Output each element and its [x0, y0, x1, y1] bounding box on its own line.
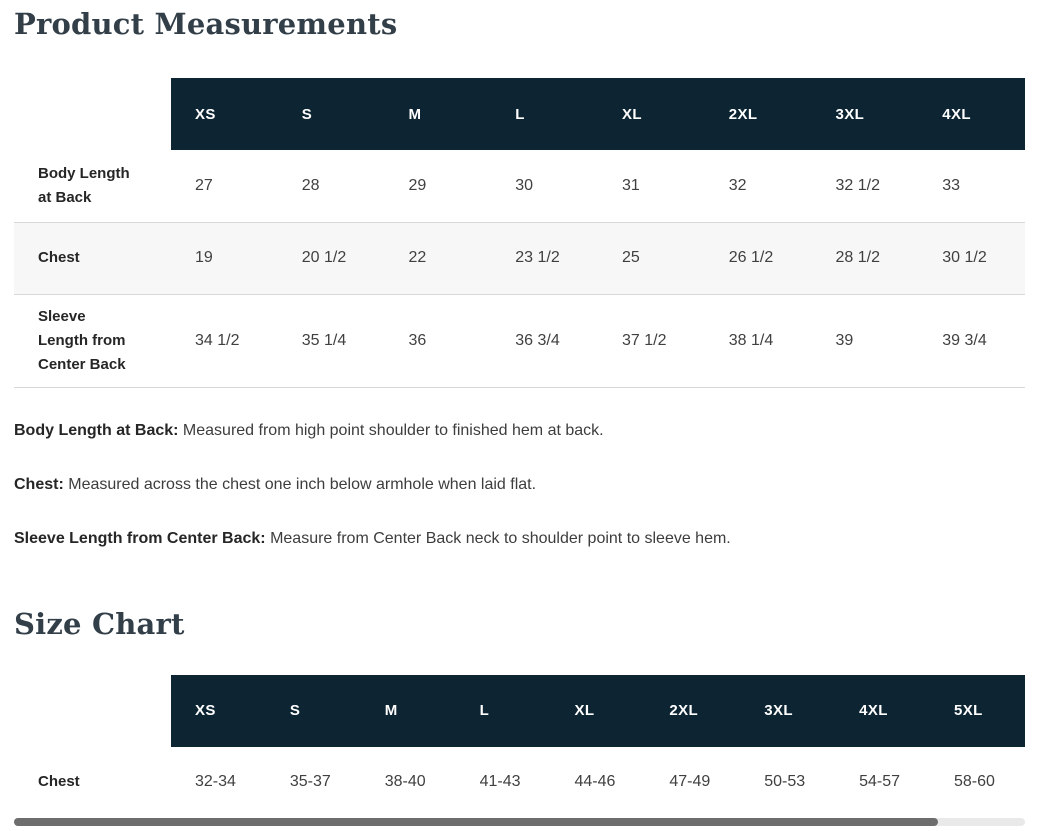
table-row [14, 150, 1025, 222]
measurement-row-label: Body Length at Back [38, 164, 130, 206]
measurement-value-cell: 36 [408, 331, 427, 349]
size-column-header: XS [171, 78, 278, 150]
table-row [14, 222, 1025, 294]
table-corner-cell [14, 675, 171, 747]
measurement-value-cell: 37 1/2 [622, 331, 667, 349]
measurement-value-cell: 31 [622, 176, 640, 194]
measurement-value-cell: 30 1/2 [942, 249, 987, 266]
size-column-header: 3XL [812, 78, 919, 150]
measurement-value-cell: 23 1/2 [515, 249, 560, 266]
definition-term: Body Length at Back: [14, 421, 179, 439]
size-column-header: L [491, 78, 598, 150]
size-column-header: L [456, 675, 551, 747]
size-column-header: S [266, 675, 361, 747]
measurement-value-cell: 28 1/2 [835, 249, 880, 266]
measurement-value-cell: 58-60 [954, 773, 995, 790]
definition-body-length [14, 419, 1025, 443]
size-column-header: 5XL [930, 675, 1025, 747]
measurement-value-cell: 33 [942, 176, 961, 194]
measurement-value-cell: 39 [835, 331, 854, 349]
measurement-value-cell: 25 [622, 249, 640, 266]
measurement-row-label: Sleeve Length from Center Back [38, 307, 126, 373]
measurement-value-cell: 36 3/4 [515, 331, 560, 349]
measurement-value-cell: 39 3/4 [942, 331, 987, 349]
measurement-row-label: Chest [38, 773, 80, 790]
measurement-value-cell: 44-46 [574, 773, 616, 790]
measurement-value-cell: 27 [195, 176, 213, 194]
product-measurements-title: Product Measurements [14, 7, 398, 41]
measurement-value-cell: 32 1/2 [835, 176, 880, 194]
measurement-value-cell: 32-34 [195, 773, 236, 790]
measurement-definitions [14, 419, 1025, 551]
measurement-value-cell: 19 [195, 249, 213, 266]
measurement-value-cell: 20 1/2 [301, 249, 347, 266]
definition-term: Chest: [14, 475, 64, 493]
definition-term: Sleeve Length from Center Back: [14, 529, 266, 547]
size-column-header: 2XL [705, 78, 812, 150]
size-column-header: XL [551, 675, 646, 747]
size-column-header: 4XL [918, 78, 1025, 150]
size-column-header: 4XL [835, 675, 930, 747]
product-measurements-table[interactable] [14, 78, 1025, 388]
size-column-header: XL [598, 78, 705, 150]
size-column-header: 3XL [740, 675, 835, 747]
measurement-value-cell: 30 [515, 176, 534, 194]
definition-chest [14, 473, 1025, 497]
horizontal-scrollbar-thumb[interactable] [14, 818, 938, 826]
size-column-header: 2XL [645, 675, 740, 747]
definition-text: Measured from high point shoulder to finished hem at back. [182, 421, 604, 439]
measurement-row-label: Chest [38, 249, 80, 266]
size-column-header: XS [171, 675, 266, 747]
table-row [14, 747, 1025, 818]
size-header-row [14, 675, 1025, 747]
measurement-value-cell: 35-37 [289, 773, 331, 790]
measurement-value-cell: 38-40 [384, 773, 426, 790]
measurement-value-cell: 26 1/2 [728, 249, 774, 266]
measurement-value-cell: 29 [408, 176, 427, 194]
size-column-header: M [361, 675, 456, 747]
table-corner-cell [14, 78, 171, 150]
measurement-value-cell: 34 1/2 [195, 331, 240, 349]
definition-text: Measured across the chest one inch below armhole when laid flat. [68, 475, 537, 493]
measurement-value-cell: 35 1/4 [301, 331, 347, 349]
measurement-value-cell: 47-49 [669, 773, 711, 790]
definition-text: Measure from Center Back neck to shoulder point to sleeve hem. [270, 529, 731, 547]
measurement-value-cell: 28 [301, 176, 320, 194]
measurement-value-cell: 38 1/4 [728, 331, 774, 349]
size-chart-title: Size Chart [14, 606, 185, 641]
measurement-value-cell: 50-53 [764, 773, 806, 790]
definition-sleeve-length [14, 527, 1025, 551]
horizontal-scrollbar[interactable] [14, 818, 1025, 826]
size-column-header: S [278, 78, 385, 150]
measurement-value-cell: 32 [728, 176, 747, 194]
measurement-value-cell: 41-43 [479, 773, 521, 790]
size-column-header: M [385, 78, 492, 150]
measurement-value-cell: 22 [408, 249, 427, 266]
measurement-value-cell: 54-57 [859, 773, 901, 790]
size-chart-table[interactable] [14, 675, 1025, 818]
table-row [14, 294, 1025, 387]
size-header-row [14, 78, 1025, 150]
